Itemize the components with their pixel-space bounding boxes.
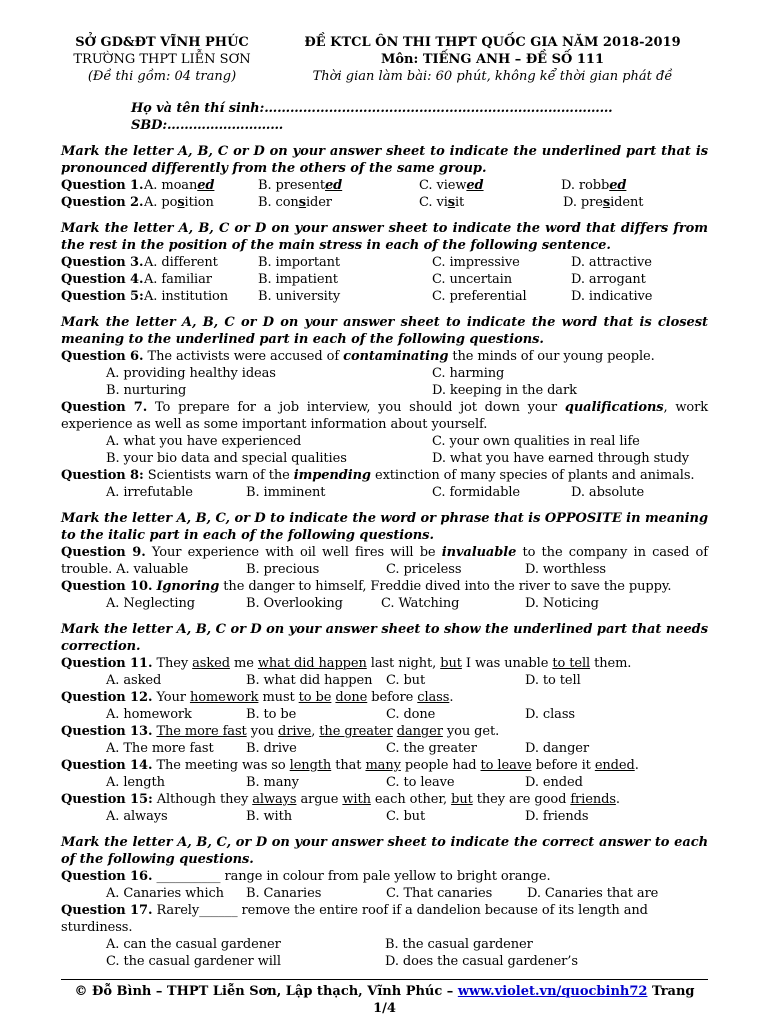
q4-option-d: D. arrogant (571, 272, 646, 287)
q13-options (61, 740, 708, 757)
q8-option-b: B. imminent (246, 485, 326, 500)
q15-options (61, 808, 708, 825)
q16-option-c: C. That canaries (386, 886, 493, 901)
q17-option-c: C. the casual gardener will (106, 954, 281, 969)
question-16: Question 16. __________ range in colour from pale yellow to bright orange. (61, 869, 551, 884)
q12-options (61, 706, 708, 723)
subject-line: Môn: TIẾNG ANH – ĐỀ SỐ 111 (381, 52, 604, 67)
q14-option-b: B. many (246, 775, 299, 790)
question-9-label: Question 9. (61, 545, 146, 560)
footer-credit: © Đỗ Bình – THPT Liễn Sơn, Lập thạch, Vĩnh Phúc – (74, 984, 458, 999)
q7-option-c: C. your own qualities in real life (432, 434, 640, 449)
question-8: Question 8: Scientists warn of the impending extinction of many species of plants and animals. (61, 468, 695, 483)
q6-options-row1 (61, 365, 708, 382)
q17-options-row1 (61, 936, 708, 953)
question-12-label: Question 12. (61, 690, 153, 705)
question-10: Question 10. Ignoring the danger to himself, Freddie dived into the river to save the puppy. (61, 579, 672, 594)
q2-option-c: C. visit (419, 195, 465, 210)
q5-option-c: C. preferential (432, 289, 527, 304)
q7-option-a: A. what you have experienced (106, 434, 302, 449)
q9-options (61, 561, 708, 578)
question-13-label: Question 13. (61, 724, 153, 739)
q1-option-a: A. moaned (144, 178, 215, 193)
question-7: Question 7. To prepare for a job interview, you should jot down your qualifications, work experience as well as some important information about yourself. (61, 400, 708, 432)
q16-option-a: A. Canaries which (106, 886, 224, 901)
question-3-label: Question 3. (61, 255, 144, 270)
question-14-label: Question 14. (61, 758, 153, 773)
q14-option-c: C. to leave (386, 775, 455, 790)
q17-options-row2 (61, 953, 708, 970)
exam-info (277, 34, 708, 85)
question-2 (61, 194, 708, 211)
q15-option-a: A. always (106, 809, 168, 824)
q11-option-d: D. to tell (525, 673, 581, 688)
page-footer (61, 983, 708, 1017)
q2-option-d: D. president (563, 195, 644, 210)
q11-option-a: A. asked (106, 673, 162, 688)
exam-title: ĐỀ KTCL ÔN THI THPT QUỐC GIA NĂM 2018-2019 (304, 35, 681, 50)
instruction-correction: Mark the letter A, B, C or D on your answer sheet to show the underlined part that needs correction. (61, 622, 708, 654)
question-13: Question 13. The more fast you drive, the greater danger you get. (61, 724, 500, 739)
question-11: Question 11. They asked me what did happen last night, but I was unable to tell them. (61, 656, 632, 671)
q14-options (61, 774, 708, 791)
page-number: Trang 1/4 (373, 984, 695, 1016)
question-15: Question 15: Although they always argue with each other, but they are good friends. (61, 792, 620, 807)
q9-option-d: D. worthless (525, 562, 606, 577)
question-15-label: Question 15: (61, 792, 153, 807)
question-6: Question 6. The activists were accused of contaminating the minds of our young people. (61, 349, 655, 364)
q3-option-d: D. attractive (571, 255, 652, 270)
page-count-note: (Đề thi gồm: 04 trang) (87, 69, 237, 84)
q13-option-a: A. The more fast (106, 741, 214, 756)
q12-option-b: B. to be (246, 707, 297, 722)
q3-option-a: A. different (144, 255, 218, 270)
instruction-pronunciation: Mark the letter A, B, C or D on your answer sheet to indicate the underlined part that is pronounced differently from the others of the same group. (61, 144, 708, 176)
question-17-label: Question 17. (61, 903, 153, 918)
q13-option-b: B. drive (246, 741, 297, 756)
question-7-label: Question 7. (61, 400, 148, 415)
q16-option-d: D. Canaries that are (527, 886, 659, 901)
q8-option-d: D. absolute (571, 485, 645, 500)
question-14: Question 14. The meeting was so length that many people had to leave before it ended. (61, 758, 639, 773)
q6-option-b: B. nurturing (106, 383, 187, 398)
question-17: Question 17. Rarely______ remove the entire roof if a dandelion because of its length and sturdiness. (61, 903, 648, 935)
q6-option-a: A. providing healthy ideas (106, 366, 276, 381)
q3-option-c: C. impressive (432, 255, 520, 270)
q14-option-a: A. length (106, 775, 165, 790)
q4-option-b: B. impatient (258, 272, 338, 287)
q14-option-d: D. ended (525, 775, 583, 790)
school-name: TRƯỜNG THPT LIỄN SƠN (73, 52, 251, 67)
q12-option-a: A. homework (106, 707, 192, 722)
question-4-label: Question 4. (61, 272, 144, 287)
q5-option-d: D. indicative (571, 289, 653, 304)
q10-option-c: C. Watching (381, 596, 460, 611)
q7-options-row2 (61, 450, 708, 467)
question-12: Question 12. Your homework must to be done before class. (61, 690, 454, 705)
q10-option-d: D. Noticing (525, 596, 599, 611)
question-5-label: Question 5: (61, 289, 144, 304)
q4-option-a: A. familiar (144, 272, 212, 287)
q1-option-d: D. robbed (561, 178, 627, 193)
q15-option-d: D. friends (525, 809, 589, 824)
q8-option-c: C. formidable (432, 485, 521, 500)
exam-page (61, 34, 708, 970)
q15-option-b: B. with (246, 809, 292, 824)
question-6-label: Question 6. (61, 349, 144, 364)
question-11-label: Question 11. (61, 656, 153, 671)
candidate-name-line: Họ và tên thí sinh:……………………………………………………………………… SBD:……………………… (131, 101, 613, 133)
q11-option-b: B. what did happen (246, 673, 373, 688)
question-4 (61, 271, 708, 288)
q6-option-d: D. keeping in the dark (432, 383, 577, 398)
footer-divider (61, 979, 708, 980)
q12-option-d: D. class (525, 707, 575, 722)
question-3 (61, 254, 708, 271)
question-5 (61, 288, 708, 305)
exam-header (61, 34, 708, 85)
q1-option-c: C. viewed (419, 178, 484, 193)
q7-options-row1 (61, 433, 708, 450)
q10-options (61, 595, 708, 612)
question-1 (61, 177, 708, 194)
q16-option-b: B. Canaries (246, 886, 322, 901)
q10-option-a: A. Neglecting (106, 596, 195, 611)
q2-option-b: B. consider (258, 195, 332, 210)
q6-option-c: C. harming (432, 366, 505, 381)
instruction-stress: Mark the letter A, B, C or D on your answer sheet to indicate the word that differs from the rest in the position of the main stress in each of the following sentence. (61, 221, 708, 253)
q11-option-c: C. but (386, 673, 426, 688)
q4-option-c: C. uncertain (432, 272, 512, 287)
q8-option-a: A. irrefutable (106, 485, 193, 500)
q2-option-a: A. position (144, 195, 214, 210)
q11-options (61, 672, 708, 689)
q10-option-b: B. Overlooking (246, 596, 343, 611)
time-note: Thời gian làm bài: 60 phút, không kể thời gian phát đề (312, 69, 673, 84)
instruction-correct-answer: Mark the letter A, B, C, or D on your answer sheet to indicate the correct answer to each of the following questions. (61, 835, 708, 867)
footer-link[interactable]: www.violet.vn/quocbinh72 (457, 984, 648, 999)
q12-option-c: C. done (386, 707, 436, 722)
q15-option-c: C. but (386, 809, 426, 824)
instruction-closest-meaning: Mark the letter A, B, C or D on your answer sheet to indicate the word that is closest meaning to the underlined part in each of the following questions. (61, 315, 708, 347)
q6-options-row2 (61, 382, 708, 399)
q3-option-b: B. important (258, 255, 341, 270)
q1-option-b: B. presented (258, 178, 343, 193)
q17-option-a: A. can the casual gardener (106, 937, 281, 952)
question-9: Question 9. Your experience with oil well fires will be invaluable to the company in cased of trouble. A. valuable (61, 545, 708, 577)
q17-option-b: B. the casual gardener (385, 937, 533, 952)
q7-option-d: D. what you have earned through study (432, 451, 690, 466)
q5-option-a: A. institution (144, 289, 229, 304)
instruction-opposite: Mark the letter A, B, C, or D to indicate the word or phrase that is OPPOSITE in meaning to the italic part in each of the following questions. (61, 511, 708, 543)
question-2-label: Question 2. (61, 195, 144, 210)
q9-option-b: B. precious (246, 562, 320, 577)
q13-option-c: C. the greater (386, 741, 477, 756)
q8-options (61, 484, 708, 501)
question-1-label: Question 1. (61, 178, 144, 193)
question-10-label: Question 10. (61, 579, 153, 594)
q5-option-b: B. university (258, 289, 341, 304)
q17-option-d: D. does the casual gardener’s (385, 954, 578, 969)
question-16-label: Question 16. (61, 869, 153, 884)
school-info (47, 34, 277, 85)
q7-option-b: B. your bio data and special qualities (106, 451, 347, 466)
department-name: SỞ GD&ĐT VĨNH PHÚC (75, 35, 249, 50)
q13-option-d: D. danger (525, 741, 589, 756)
question-8-label: Question 8: (61, 468, 144, 483)
q9-option-c: C. priceless (386, 562, 462, 577)
q16-options (61, 885, 708, 902)
